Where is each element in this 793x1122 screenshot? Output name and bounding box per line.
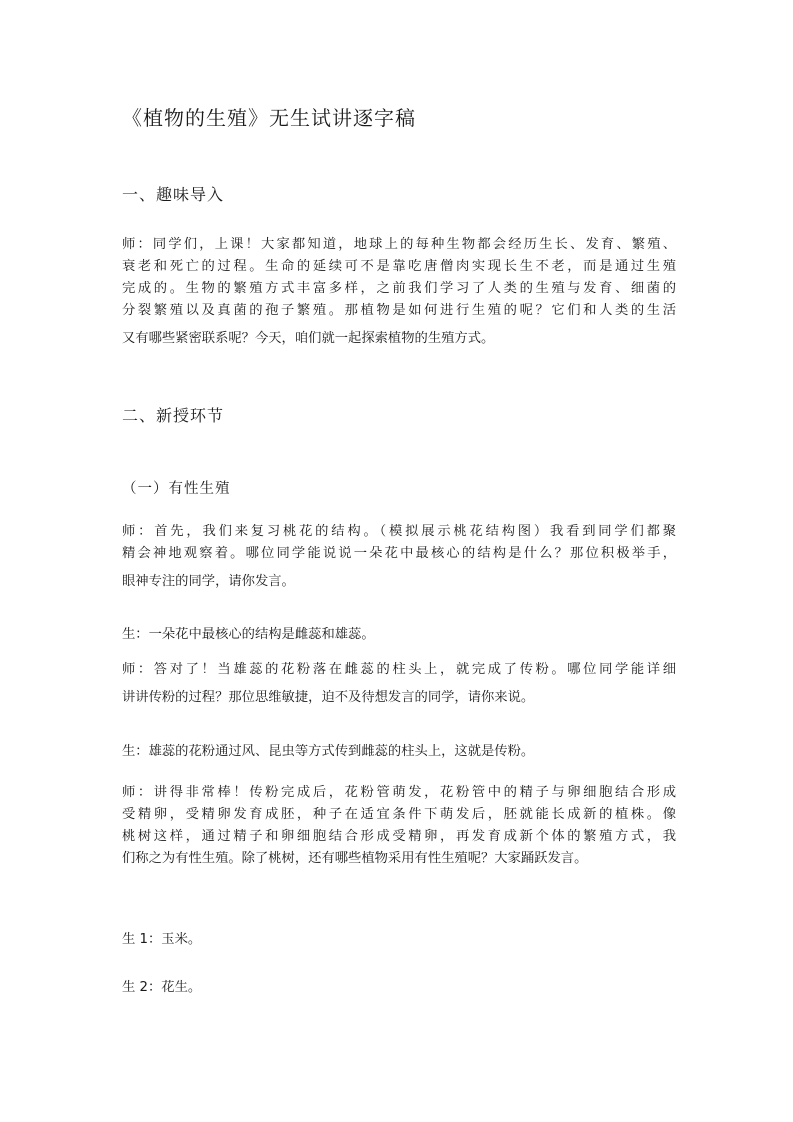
paragraph-line: 分裂繁殖以及真菌的孢子繁殖。那植物是如何进行生殖的呢？它们和人类的生活: [122, 303, 676, 318]
teacher-paragraph-intro: [122, 234, 676, 356]
student-answer-core-structure: 生：一朵花中最核心的结构是雌蕊和雄蕊。: [122, 627, 375, 642]
paragraph-line: 桃树这样，通过精子和卵细胞结合形成受精卵，再发育成新个体的繁殖方式，我: [122, 829, 676, 844]
teacher-paragraph-flower-structure: [122, 521, 676, 599]
paragraph-line: 师：同学们，上课！大家都知道，地球上的每种生物都会经历生长、发育、繁殖、: [122, 237, 676, 252]
paragraph-line: 师：首先，我们来复习桃花的结构。（模拟展示桃花结构图）我看到同学们都聚: [122, 524, 676, 539]
paragraph-line: 们称之为有性生殖。除了桃树，还有哪些植物采用有性生殖呢？大家踊跃发言。: [122, 851, 588, 866]
page-title: 《植物的生殖》无生试讲逐字稿: [122, 106, 416, 130]
paragraph-line: 又有哪些紧密联系呢？今天，咱们就一起探索植物的生殖方式。: [122, 331, 495, 346]
student-answer-corn: 生 1：玉米。: [122, 932, 202, 947]
paragraph-line: 眼神专注的同学，请你发言。: [122, 574, 295, 589]
paragraph-line: 受精卵，受精卵发育成胚，种子在适宜条件下萌发后，胚就能长成新的植株。像: [122, 807, 676, 822]
subsection-heading-sexual-reproduction: （一）有性生殖: [122, 481, 231, 497]
paragraph-line: 师：答对了！当雄蕊的花粉落在雌蕊的柱头上，就完成了传粉。哪位同学能详细: [122, 662, 676, 677]
section-heading-intro: 一、趣味导入: [122, 185, 225, 204]
student-answer-peanut: 生 2：花生。: [122, 980, 202, 995]
section-heading-new-lesson: 二、新授环节: [122, 406, 225, 425]
paragraph-line: 衰老和死亡的过程。生命的延续可不是靠吃唐僧肉实现长生不老，而是通过生殖: [122, 259, 676, 274]
teacher-paragraph-fertilization: [122, 782, 676, 870]
teacher-paragraph-pollination: [122, 659, 676, 715]
paragraph-line: 师：讲得非常棒！传粉完成后，花粉管萌发，花粉管中的精子与卵细胞结合形成: [122, 785, 676, 800]
student-answer-pollination: 生：雄蕊的花粉通过风、昆虫等方式传到雌蕊的柱头上，这就是传粉。: [122, 744, 535, 759]
paragraph-line: 精会神地观察着。哪位同学能说说一朵花中最核心的结构是什么？那位积极举手，: [122, 546, 676, 561]
paragraph-line: 讲讲传粉的过程？那位思维敏捷，迫不及待想发言的同学，请你来说。: [122, 690, 535, 705]
paragraph-line: 完成的。生物的繁殖方式丰富多样，之前我们学习了人类的生殖与发育、细菌的: [122, 281, 676, 296]
